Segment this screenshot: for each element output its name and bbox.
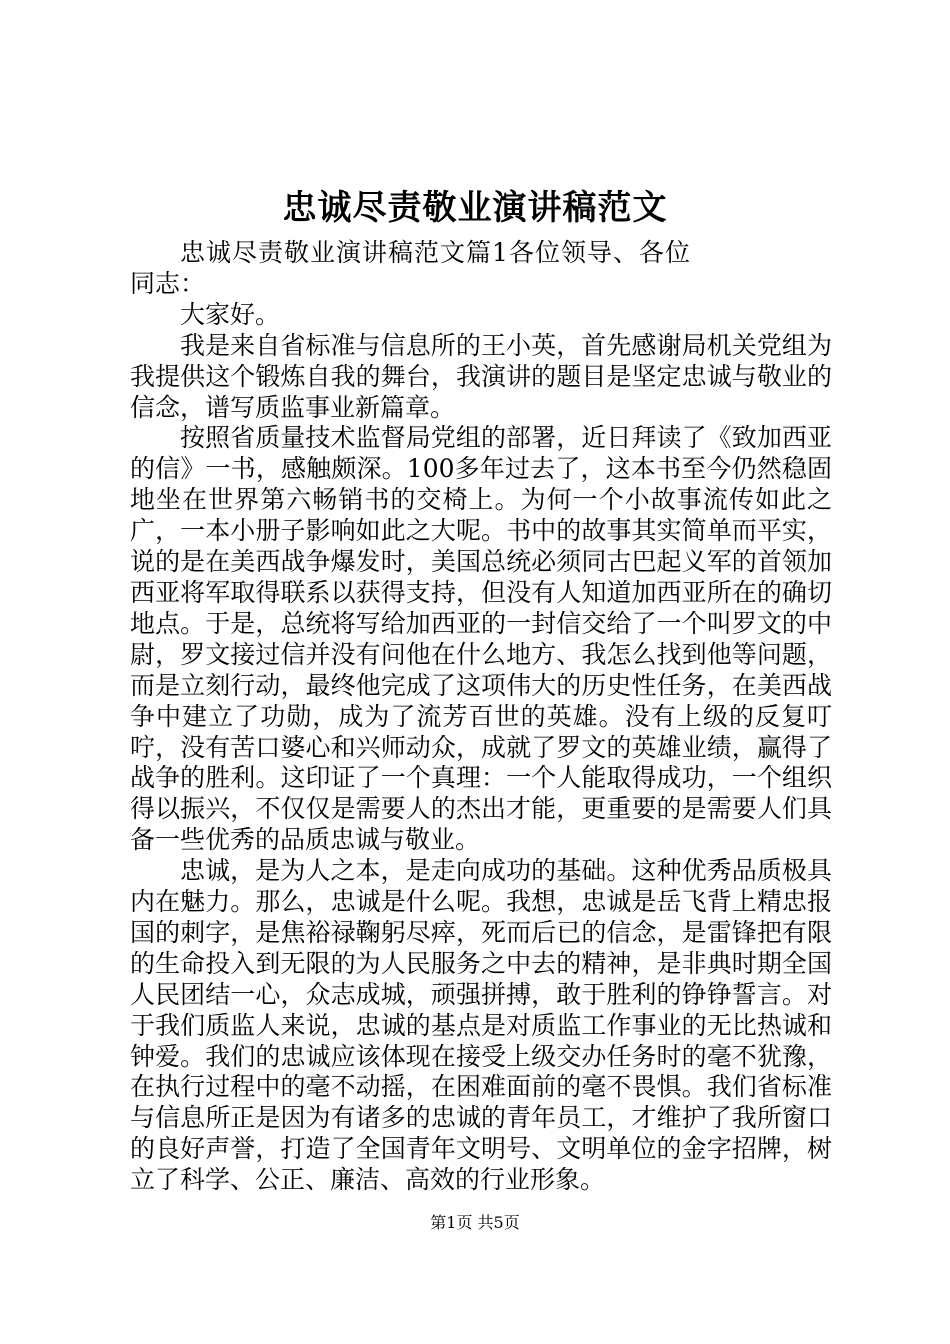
paragraph-garcia-story: 按照省质量技术监督局党组的部署，近日拜读了《致加西亚的信》一书，感触颇深。100多年过去了，这本书至今仍然稳固地坐在世界第六畅销书的交椅上。为何一个小故事流传如此之广，一本小册子影响如此之大呢。书中的故事其实简单而平实，说的是在美西战争爆发时，美国总统必须同古巴起义军的首领加西亚将军取得联系以获得支持，但没有人知道加西亚所在的确切地点。于是，总统将写给加西亚的一封信交给了一个叫罗文的中尉，罗文接过信并没有问他在什么地方、我怎么找到他等问题，而是立刻行动，最终他完成了这项伟大的历史性任务，在美西战争中建立了功勋，成为了流芳百世的英雄。没有上级的反复叮咛，没有苦口婆心和兴师动众，成就了罗文的英雄业绩，赢得了战争的胜利。这印证了一个真理：一个人能取得成功，一个组织得以振兴，不仅仅是需要人的杰出才能，更重要的是需要人们具备一些优秀的品质忠诚与敬业。 xyxy=(130,423,832,855)
document-body xyxy=(130,238,832,1196)
page-number-footer: 第1页 共5页 xyxy=(430,1213,520,1232)
paragraph-greeting: 大家好。 xyxy=(180,299,281,329)
paragraph-loyalty: 忠诚，是为人之本，是走向成功的基础。这种优秀品质极具内在魅力。那么，忠诚是什么呢。我想，忠诚是岳飞背上精忠报国的刺字，是焦裕禄鞠躬尽瘁，死而后已的信念，是雷锋把有限的生命投入到无限的为人民服务之中去的精神，是非典时期全国人民团结一心，众志成城，顽强拼搏，敢于胜利的铮铮誓言。对于我们质监人来说，忠诚的基点是对质监工作事业的无比热诚和钟爱。我们的忠诚应该体现在接受上级交办任务时的毫不犹豫，在执行过程中的毫不动摇，在困难面前的毫不畏惧。我们省标准与信息所正是因为有诸多的忠诚的青年员工，才维护了我所窗口的良好声誉，打造了全国青年文明号、文明单位的金字招牌，树立了科学、公正、廉洁、高效的行业形象。 xyxy=(130,856,832,1195)
paragraph-introduction: 我是来自省标准与信息所的王小英，首先感谢局机关党组为我提供这个锻炼自我的舞台，我演讲的题目是坚定忠诚与敬业的信念，谱写质监事业新篇章。 xyxy=(130,330,832,422)
paragraph-greeting-addressees: 忠诚尽责敬业演讲稿范文篇1各位领导、各位同志： xyxy=(130,238,690,298)
document-title: 忠诚尽责敬业演讲稿范文 xyxy=(282,188,668,228)
